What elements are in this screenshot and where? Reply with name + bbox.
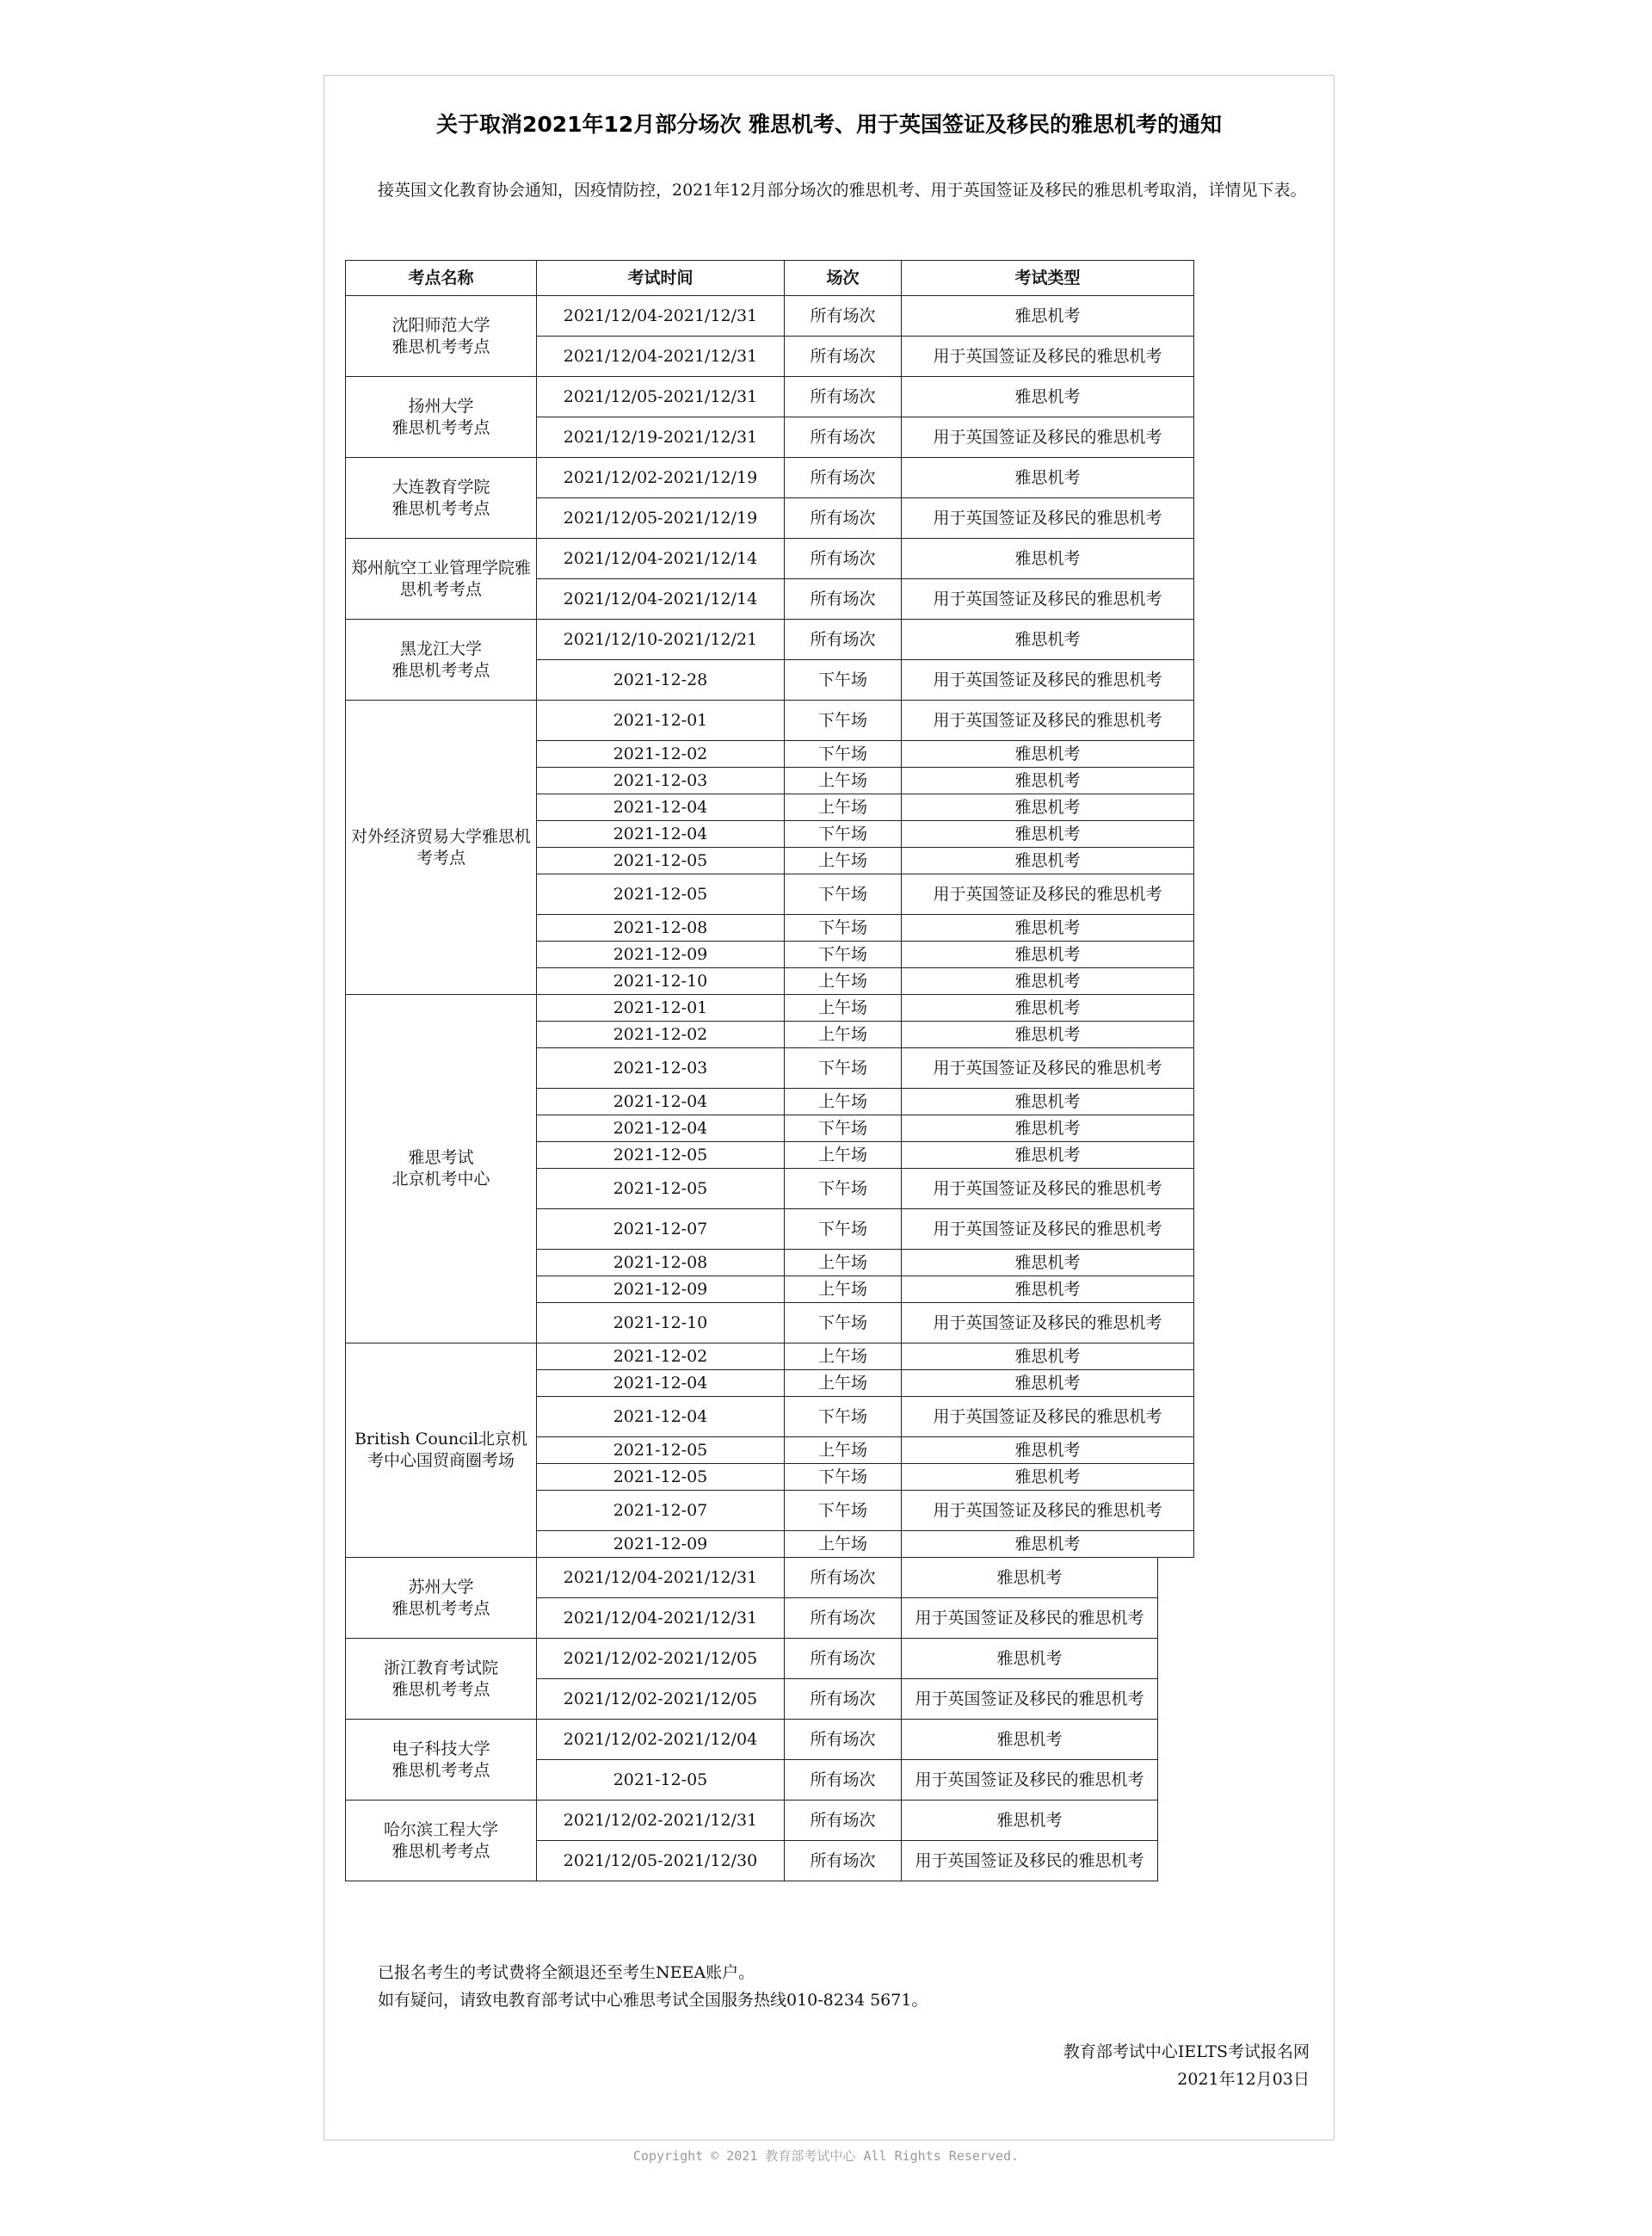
exam-type-cell: 用于英国签证及移民的雅思机考 (902, 1841, 1158, 1881)
refund-note: 已报名考生的考试费将全额退还至考生NEEA账户。 (378, 1963, 755, 1982)
session-cell: 上午场 (785, 1531, 902, 1558)
header-session: 场次 (785, 261, 902, 296)
session-cell: 下午场 (785, 1169, 902, 1209)
header-type: 考试类型 (902, 261, 1194, 296)
exam-type-cell: 雅思机考 (902, 821, 1194, 848)
session-cell: 上午场 (785, 1370, 902, 1397)
session-cell: 所有场次 (785, 458, 902, 498)
exam-date-cell: 2021-12-01 (537, 995, 785, 1022)
session-cell: 下午场 (785, 874, 902, 915)
exam-date-cell: 2021/12/02-2021/12/05 (537, 1639, 785, 1679)
exam-date-cell: 2021-12-04 (537, 821, 785, 848)
session-cell: 上午场 (785, 1437, 902, 1464)
session-cell: 下午场 (785, 915, 902, 942)
session-cell: 所有场次 (785, 1639, 902, 1679)
document-frame (324, 75, 1335, 2140)
exam-date-cell: 2021-12-04 (537, 794, 785, 821)
exam-type-cell: 雅思机考 (902, 1089, 1194, 1115)
cancellation-table-continued (345, 1557, 1158, 1881)
session-cell: 所有场次 (785, 1558, 902, 1598)
session-cell: 上午场 (785, 848, 902, 874)
exam-type-cell: 雅思机考 (902, 1464, 1194, 1491)
session-cell: 下午场 (785, 821, 902, 848)
session-cell: 上午场 (785, 995, 902, 1022)
session-cell: 上午场 (785, 1089, 902, 1115)
exam-date-cell: 2021/12/04-2021/12/31 (537, 296, 785, 337)
exam-type-cell: 雅思机考 (902, 1801, 1158, 1841)
exam-type-cell: 用于英国签证及移民的雅思机考 (902, 701, 1194, 741)
exam-date-cell: 2021/12/02-2021/12/19 (537, 458, 785, 498)
exam-type-cell: 雅思机考 (902, 1437, 1194, 1464)
header-site: 考点名称 (346, 261, 537, 296)
session-cell: 上午场 (785, 1142, 902, 1169)
session-cell: 所有场次 (785, 620, 902, 660)
table-row (346, 1343, 1194, 1370)
session-cell: 上午场 (785, 1276, 902, 1303)
exam-date-cell: 2021-12-05 (537, 874, 785, 915)
exam-type-cell: 用于英国签证及移民的雅思机考 (902, 1397, 1194, 1437)
exam-type-cell: 雅思机考 (902, 1022, 1194, 1048)
exam-type-cell: 用于英国签证及移民的雅思机考 (902, 660, 1194, 701)
exam-date-cell: 2021-12-28 (537, 660, 785, 701)
exam-type-cell: 用于英国签证及移民的雅思机考 (902, 417, 1194, 458)
table-row (346, 1639, 1158, 1679)
session-cell: 下午场 (785, 1397, 902, 1437)
exam-type-cell: 雅思机考 (902, 539, 1194, 579)
table-row (346, 458, 1194, 498)
session-cell: 所有场次 (785, 1801, 902, 1841)
exam-type-cell: 雅思机考 (902, 794, 1194, 821)
session-cell: 上午场 (785, 768, 902, 794)
session-cell: 所有场次 (785, 498, 902, 539)
site-name-cell: 大连教育学院 雅思机考考点 (346, 458, 537, 539)
intro-paragraph: 接英国文化教育协会通知，因疫情防控，2021年12月部分场次的雅思机考、用于英国签证及移民的雅思机考取消，详情见下表。 (378, 181, 1307, 200)
exam-date-cell: 2021-12-07 (537, 1209, 785, 1250)
exam-type-cell: 雅思机考 (902, 942, 1194, 968)
exam-type-cell: 雅思机考 (902, 377, 1194, 417)
exam-date-cell: 2021/12/04-2021/12/31 (537, 337, 785, 377)
exam-type-cell: 雅思机考 (902, 1558, 1158, 1598)
exam-date-cell: 2021-12-05 (537, 1464, 785, 1491)
session-cell: 上午场 (785, 1022, 902, 1048)
exam-type-cell: 用于英国签证及移民的雅思机考 (902, 1679, 1158, 1720)
session-cell: 下午场 (785, 942, 902, 968)
site-name-cell: British Council北京机考中心国贸商圈考场 (346, 1343, 537, 1558)
exam-type-cell: 雅思机考 (902, 1720, 1158, 1760)
exam-type-cell: 雅思机考 (902, 1115, 1194, 1142)
session-cell: 所有场次 (785, 337, 902, 377)
table-row (346, 1801, 1158, 1841)
session-cell: 上午场 (785, 1250, 902, 1276)
site-name-cell: 哈尔滨工程大学 雅思机考考点 (346, 1801, 537, 1881)
cancellation-table (345, 260, 1194, 1558)
exam-type-cell: 用于英国签证及移民的雅思机考 (902, 1169, 1194, 1209)
table-row (346, 620, 1194, 660)
exam-date-cell: 2021/12/02-2021/12/05 (537, 1679, 785, 1720)
session-cell: 下午场 (785, 1048, 902, 1089)
session-cell: 下午场 (785, 701, 902, 741)
exam-date-cell: 2021/12/04-2021/12/31 (537, 1598, 785, 1639)
exam-type-cell: 雅思机考 (902, 1343, 1194, 1370)
exam-type-cell: 用于英国签证及移民的雅思机考 (902, 337, 1194, 377)
exam-date-cell: 2021/12/05-2021/12/19 (537, 498, 785, 539)
site-name-cell: 对外经济贸易大学雅思机考考点 (346, 701, 537, 995)
exam-date-cell: 2021/12/10-2021/12/21 (537, 620, 785, 660)
session-cell: 所有场次 (785, 296, 902, 337)
site-name-cell: 雅思考试 北京机考中心 (346, 995, 537, 1343)
site-name-cell: 扬州大学 雅思机考考点 (346, 377, 537, 458)
exam-type-cell: 雅思机考 (902, 1276, 1194, 1303)
exam-date-cell: 2021/12/04-2021/12/14 (537, 539, 785, 579)
table-body-main (346, 296, 1194, 1558)
exam-type-cell: 雅思机考 (902, 296, 1194, 337)
session-cell: 所有场次 (785, 377, 902, 417)
exam-type-cell: 用于英国签证及移民的雅思机考 (902, 579, 1194, 620)
table-row (346, 539, 1194, 579)
exam-date-cell: 2021-12-03 (537, 1048, 785, 1089)
table-row (346, 377, 1194, 417)
session-cell: 所有场次 (785, 579, 902, 620)
exam-type-cell: 雅思机考 (902, 968, 1194, 995)
exam-date-cell: 2021/12/02-2021/12/04 (537, 1720, 785, 1760)
session-cell: 所有场次 (785, 1760, 902, 1801)
session-cell: 所有场次 (785, 1598, 902, 1639)
issue-date: 2021年12月03日 (1177, 2070, 1310, 2089)
exam-type-cell: 用于英国签证及移民的雅思机考 (902, 1048, 1194, 1089)
session-cell: 所有场次 (785, 417, 902, 458)
exam-type-cell: 雅思机考 (902, 620, 1194, 660)
issuer: 教育部考试中心IELTS考试报名网 (1063, 2042, 1310, 2061)
exam-type-cell: 用于英国签证及移民的雅思机考 (902, 874, 1194, 915)
session-cell: 下午场 (785, 1491, 902, 1531)
exam-date-cell: 2021/12/02-2021/12/31 (537, 1801, 785, 1841)
session-cell: 下午场 (785, 1464, 902, 1491)
session-cell: 下午场 (785, 741, 902, 768)
exam-date-cell: 2021-12-02 (537, 1343, 785, 1370)
exam-date-cell: 2021-12-09 (537, 942, 785, 968)
exam-type-cell: 雅思机考 (902, 768, 1194, 794)
cancellation-table-wrap (345, 260, 1205, 1881)
session-cell: 下午场 (785, 1303, 902, 1343)
session-cell: 上午场 (785, 794, 902, 821)
table-row (346, 296, 1194, 337)
exam-date-cell: 2021-12-05 (537, 1169, 785, 1209)
site-name-cell: 电子科技大学 雅思机考考点 (346, 1720, 537, 1801)
table-header-row (346, 261, 1194, 296)
footnotes (345, 1959, 928, 2014)
site-name-cell: 郑州航空工业管理学院雅思机考考点 (346, 539, 537, 620)
exam-type-cell: 用于英国签证及移民的雅思机考 (902, 1760, 1158, 1801)
exam-type-cell: 雅思机考 (902, 1370, 1194, 1397)
exam-date-cell: 2021-12-02 (537, 1022, 785, 1048)
exam-date-cell: 2021-12-09 (537, 1531, 785, 1558)
exam-date-cell: 2021/12/04-2021/12/14 (537, 579, 785, 620)
table-body-continued (346, 1558, 1158, 1881)
copyright-footer: Copyright © 2021 教育部考试中心 All Rights Reserved. (632, 2148, 1020, 2164)
exam-date-cell: 2021-12-05 (537, 1760, 785, 1801)
site-name-cell: 黑龙江大学 雅思机考考点 (346, 620, 537, 701)
exam-date-cell: 2021-12-04 (537, 1115, 785, 1142)
exam-date-cell: 2021-12-03 (537, 768, 785, 794)
session-cell: 上午场 (785, 968, 902, 995)
contact-note: 如有疑问，请致电教育部考试中心雅思考试全国服务热线010-8234 5671。 (378, 1991, 928, 2010)
exam-date-cell: 2021-12-10 (537, 1303, 785, 1343)
header-time: 考试时间 (537, 261, 785, 296)
site-name-cell: 沈阳师范大学 雅思机考考点 (346, 296, 537, 377)
exam-date-cell: 2021-12-07 (537, 1491, 785, 1531)
exam-date-cell: 2021/12/05-2021/12/31 (537, 377, 785, 417)
exam-type-cell: 雅思机考 (902, 1531, 1194, 1558)
table-row (346, 1558, 1158, 1598)
session-cell: 所有场次 (785, 1679, 902, 1720)
exam-date-cell: 2021-12-09 (537, 1276, 785, 1303)
exam-type-cell: 用于英国签证及移民的雅思机考 (902, 1209, 1194, 1250)
exam-date-cell: 2021-12-01 (537, 701, 785, 741)
exam-date-cell: 2021-12-04 (537, 1397, 785, 1437)
site-name-cell: 浙江教育考试院 雅思机考考点 (346, 1639, 537, 1720)
exam-date-cell: 2021-12-05 (537, 1437, 785, 1464)
table-row (346, 701, 1194, 741)
page-title: 关于取消2021年12月部分场次 雅思机考、用于英国签证及移民的雅思机考的通知 (435, 112, 1223, 137)
exam-type-cell: 雅思机考 (902, 458, 1194, 498)
exam-type-cell: 用于英国签证及移民的雅思机考 (902, 1598, 1158, 1639)
session-cell: 上午场 (785, 1343, 902, 1370)
exam-type-cell: 用于英国签证及移民的雅思机考 (902, 1491, 1194, 1531)
exam-date-cell: 2021-12-10 (537, 968, 785, 995)
exam-date-cell: 2021-12-05 (537, 848, 785, 874)
exam-date-cell: 2021-12-08 (537, 915, 785, 942)
session-cell: 下午场 (785, 660, 902, 701)
session-cell: 下午场 (785, 1209, 902, 1250)
exam-type-cell: 雅思机考 (902, 1250, 1194, 1276)
exam-date-cell: 2021-12-05 (537, 1142, 785, 1169)
table-row (346, 995, 1194, 1022)
exam-date-cell: 2021/12/05-2021/12/30 (537, 1841, 785, 1881)
exam-date-cell: 2021-12-02 (537, 741, 785, 768)
exam-date-cell: 2021-12-04 (537, 1089, 785, 1115)
exam-type-cell: 雅思机考 (902, 995, 1194, 1022)
exam-type-cell: 雅思机考 (902, 741, 1194, 768)
session-cell: 所有场次 (785, 1720, 902, 1760)
exam-type-cell: 雅思机考 (902, 1639, 1158, 1679)
table-row (346, 1720, 1158, 1760)
exam-date-cell: 2021-12-04 (537, 1370, 785, 1397)
exam-type-cell: 用于英国签证及移民的雅思机考 (902, 498, 1194, 539)
exam-date-cell: 2021/12/19-2021/12/31 (537, 417, 785, 458)
signature-block (1063, 2038, 1310, 2093)
exam-type-cell: 用于英国签证及移民的雅思机考 (902, 1303, 1194, 1343)
session-cell: 所有场次 (785, 539, 902, 579)
exam-type-cell: 雅思机考 (902, 915, 1194, 942)
site-name-cell: 苏州大学 雅思机考考点 (346, 1558, 537, 1639)
session-cell: 下午场 (785, 1115, 902, 1142)
session-cell: 所有场次 (785, 1841, 902, 1881)
exam-type-cell: 雅思机考 (902, 1142, 1194, 1169)
exam-date-cell: 2021/12/04-2021/12/31 (537, 1558, 785, 1598)
exam-date-cell: 2021-12-08 (537, 1250, 785, 1276)
exam-type-cell: 雅思机考 (902, 848, 1194, 874)
